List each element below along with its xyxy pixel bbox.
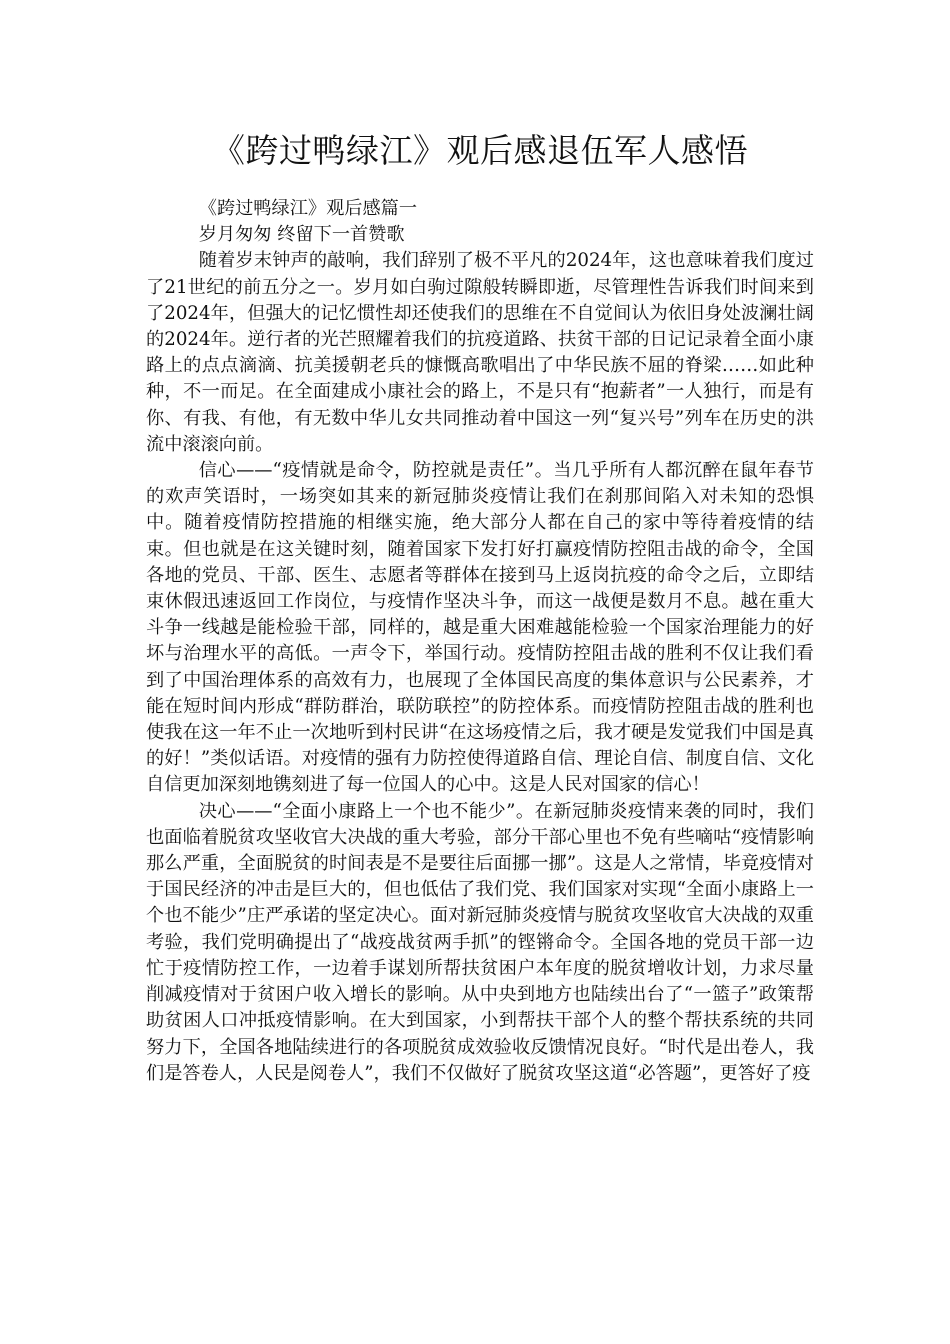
document-body bbox=[146, 196, 814, 1087]
document-title: 《跨过鸭绿江》观后感退伍军人感悟 bbox=[212, 131, 748, 170]
paragraph: 决心——“全面小康路上一个也不能少”。在新冠肺炎疫情来袭的同时，我们也面临着脱贫攻坚收官大决战的重大考验，部分干部心里也不免有些嘀咕“疫情影响那么严重，全面脱贫的时间表是不是要往后面挪一挪”。这是人之常情，毕竟疫情对于国民经济的冲击是巨大的，但也低估了我们党、我们国家对实现“全面小康路上一个也不能少”庄严承诺的坚定决心。面对新冠肺炎疫情与脱贫攻坚收官大决战的双重考验，我们党明确提出了“战疫战贫两手抓”的铿锵命令。全国各地的党员干部一边忙于疫情防控工作，一边着手谋划所帮扶贫困户本年度的脱贫增收计划，力求尽量削减疫情对于贫困户收入增长的影响。从中央到地方也陆续出台了“一篮子”政策帮助贫困人口冲抵疫情影响。在大到国家，小到帮扶干部个人的整个帮扶系统的共同努力下，全国各地陆续进行的各项脱贫成效验收反馈情况良好。“时代是出卷人，我们是答卷人，人民是阅卷人”，我们不仅做好了脱贫攻坚这道“必答题”，更答好了疫 bbox=[146, 800, 814, 1084]
section-title: 《跨过鸭绿江》观后感篇一 bbox=[198, 198, 418, 219]
section-subtitle: 岁月匆匆 终留下一首赞歌 bbox=[198, 224, 405, 246]
document-page bbox=[146, 0, 814, 1344]
paragraph: 随着岁末钟声的敲响，我们辞别了极不平凡的2024年，这也意味着我们度过了21世纪的前五分之一。岁月如白驹过隙般转瞬即逝，尽管理性告诉我们时间来到了2024年，但强大的记忆惯性却还使我们的思维在不自觉间认为依旧身处波澜壮阔的2024年。逆行者的光芒照耀着我们的抗疫道路、扶贫干部的日记记录着全面小康路上的点点滴滴、抗美援朝老兵的慷慨高歌唱出了中华民族不屈的脊梁……如此种种，不一而足。在全面建成小康社会的路上，不是只有“抱薪者”一人独行，而是有你、有我、有他，有无数中华儿女共同推动着中国这一列“复兴号”列车在历史的洪流中滚滚向前。 bbox=[146, 250, 814, 455]
paragraph: 信心——“疫情就是命令，防控就是责任”。当几乎所有人都沉醉在鼠年春节的欢声笑语时，一场突如其来的新冠肺炎疫情让我们在刹那间陷入对未知的恐惧中。随着疫情防控措施的相继实施，绝大部分人都在自己的家中等待着疫情的结束。但也就是在这关键时刻，随着国家下发打好打赢疫情防控阻击战的命令，全国各地的党员、干部、医生、志愿者等群体在接到马上返岗抗疫的命令之后，立即结束休假迅速返回工作岗位，与疫情作坚决斗争，而这一战便是数月不息。越在重大斗争一线越是能检验干部，同样的，越是重大困难越能检验一个国家治理能力的好坏与治理水平的高低。一声令下，举国行动。疫情防控阻击战的胜利不仅让我们看到了中国治理体系的高效有力，也展现了全体国民高度的集体意识与公民素养，才能在短时间内形成“群防群治，联防联控”的防控体系。而疫情防控阻击战的胜利也使我在这一年不止一次地听到村民讲“在这场疫情之后，我才硬是发觉我们中国是真的好！”类似话语。对疫情的强有力防控使得道路自信、理论自信、制度自信、文化自信更加深刻地镌刻进了每一位国人的心中。这是人民对国家的信心！ bbox=[146, 460, 814, 796]
